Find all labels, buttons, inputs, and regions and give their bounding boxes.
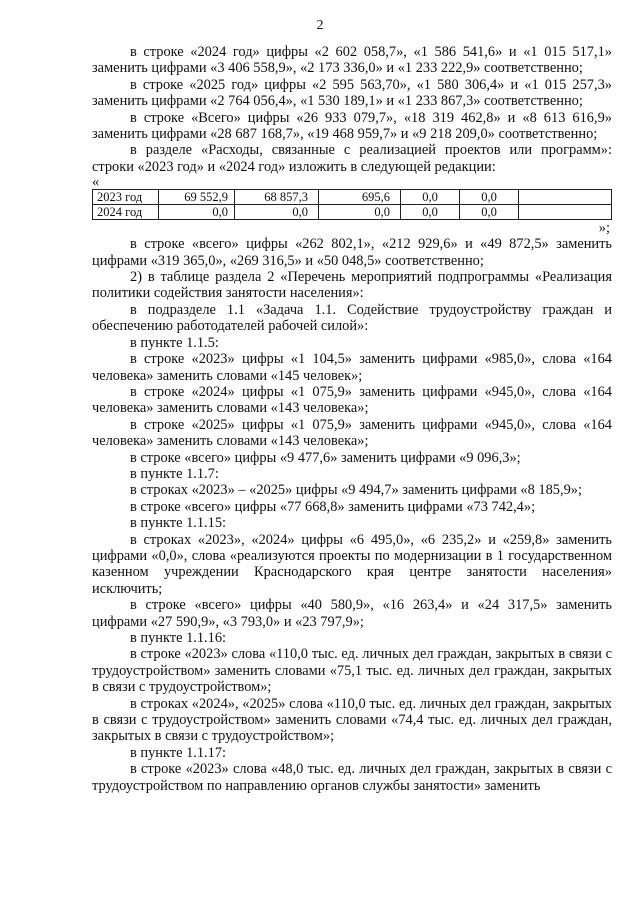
paragraph: в строке «Всего» цифры «26 933 079,7», «18 319 462,8» и «8 613 616,9» заменить цифрами «28 687 168,7», «19 468 959,7» и «9 218 209,0» соответственно; bbox=[92, 109, 612, 143]
paragraph: в строке «всего» цифры «77 668,8» заменить цифрами «73 742,4»; bbox=[130, 498, 536, 515]
paragraph: в строке «2025» цифры «1 075,9» заменить цифрами «945,0», слова «164 человека» заменить словами «143 человека»; bbox=[92, 416, 612, 450]
table-cell: 69 552,9 bbox=[159, 190, 235, 205]
quote-close-mark: »; bbox=[598, 220, 610, 237]
table-cell: 0,0 bbox=[235, 205, 319, 220]
expenses-table bbox=[92, 189, 612, 220]
table-row bbox=[93, 190, 612, 205]
paragraph: в пункте 1.1.15: bbox=[130, 515, 227, 532]
paragraph: в строке «2023» слова «110,0 тыс. ед. личных дел граждан, закрытых в связи с трудоустройством» заменить словами «75,1 тыс. ед. личных дел граждан, закрытых в связи с трудоустройством»; bbox=[92, 646, 612, 696]
paragraph: в строках «2023», «2024» цифры «6 495,0», «6 235,2» и «259,8» заменить цифрами «0,0», слова «реализуются проекты по модернизации в 1 государственном казенном учреждении Краснодарского края центре занятости населения» исключить; bbox=[92, 531, 612, 597]
table-cell: 0,0 bbox=[159, 205, 235, 220]
row-label: 2024 год bbox=[93, 205, 159, 220]
paragraph: в строке «2024 год» цифры «2 602 058,7», «1 586 541,6» и «1 015 517,1» заменить цифрами «3 406 558,9», «2 173 336,0» и «1 233 222,9» соответственно; bbox=[92, 44, 612, 77]
table-cell: 0,0 bbox=[401, 205, 460, 220]
paragraph: в разделе «Расходы, связанные с реализацией проектов или программ»: строки «2023 год» и «2024 год» изложить в следующей редакции: bbox=[92, 142, 612, 175]
table-cell: 0,0 bbox=[460, 205, 519, 220]
paragraph: в строке «всего» цифры «262 802,1», «212 929,6» и «49 872,5» заменить цифрами «319 365,0», «269 316,5» и «50 048,5» соответственно; bbox=[92, 236, 612, 269]
table-cell: 68 857,3 bbox=[235, 190, 319, 205]
paragraph: 2) в таблице раздела 2 «Перечень мероприятий подпрограммы «Реализация политики содействия занятости населения»: bbox=[92, 269, 612, 302]
paragraph: в строке «2023» цифры «1 104,5» заменить цифрами «985,0», слова «164 человека» заменить словами «145 человек»; bbox=[92, 351, 612, 384]
paragraph: в строках «2023» – «2025» цифры «9 494,7» заменить цифрами «8 185,9»; bbox=[130, 482, 582, 499]
row-label: 2023 год bbox=[93, 190, 159, 205]
paragraph: в строке «всего» цифры «9 477,6» заменить цифрами «9 096,3»; bbox=[130, 449, 521, 466]
paragraph: в строках «2024», «2025» слова «110,0 тыс. ед. личных дел граждан, закрытых в связи с трудоустройством» заменить словами «74,4 тыс. ед. личных дел граждан, закрытых в связи с трудоустройством»; bbox=[92, 695, 612, 745]
table-cell bbox=[519, 205, 612, 220]
table-cell bbox=[519, 190, 612, 205]
paragraph: в строке «2023» слова «48,0 тыс. ед. личных дел граждан, закрытых в связи с трудоустройством по направлению органов службы занятости» заменить bbox=[92, 761, 612, 794]
paragraph: в пункте 1.1.5: bbox=[130, 334, 219, 351]
paragraph: в пункте 1.1.7: bbox=[130, 465, 219, 482]
paragraph: в строке «всего» цифры «40 580,9», «16 263,4» и «24 317,5» заменить цифрами «27 590,9», «3 793,0» и «23 797,9»; bbox=[92, 597, 612, 630]
paragraph: в подразделе 1.1 «Задача 1.1. Содействие трудоустройству граждан и обеспечению работодателей рабочей силой»: bbox=[92, 301, 612, 335]
table-row bbox=[93, 205, 612, 220]
page-number: 2 bbox=[316, 18, 324, 33]
document-body bbox=[92, 44, 612, 794]
paragraph: в пункте 1.1.16: bbox=[130, 630, 227, 646]
table-cell: 695,6 bbox=[319, 190, 401, 205]
paragraph: в строке «2025 год» цифры «2 595 563,70», «1 580 306,4» и «1 015 257,3» заменить цифрами «2 764 056,4», «1 530 189,1» и «1 233 867,3» соответственно; bbox=[92, 76, 612, 110]
table-cell: 0,0 bbox=[319, 205, 401, 220]
paragraph: в пункте 1.1.17: bbox=[130, 744, 227, 761]
table-cell: 0,0 bbox=[460, 190, 519, 205]
paragraph: в строке «2024» цифры «1 075,9» заменить цифрами «945,0», слова «164 человека» заменить словами «143 человека»; bbox=[92, 383, 612, 417]
table-cell: 0,0 bbox=[401, 190, 460, 205]
quote-open-mark: « bbox=[92, 174, 100, 191]
